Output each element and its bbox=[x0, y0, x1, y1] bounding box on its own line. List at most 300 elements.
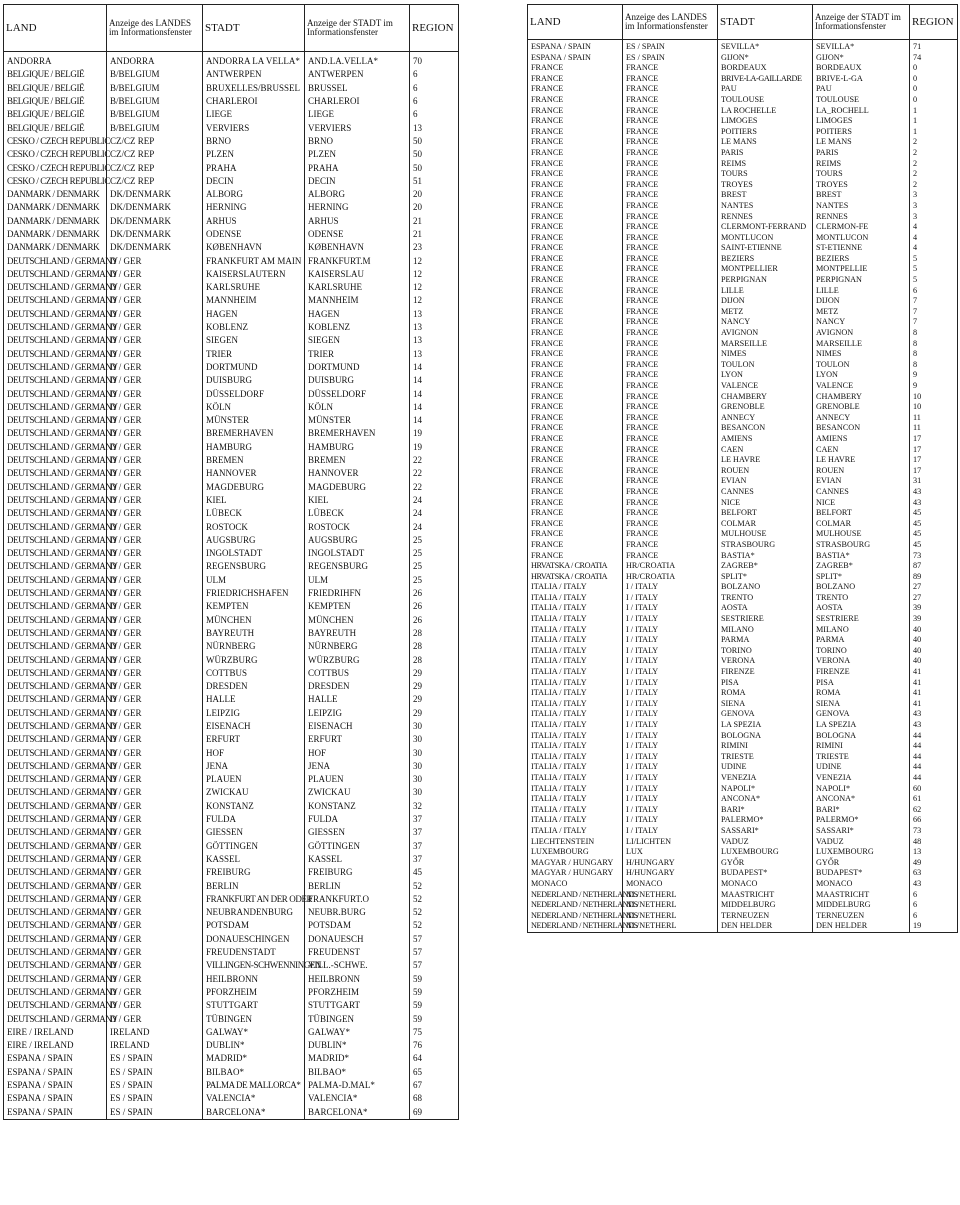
cell-land-display: ES / SPAIN bbox=[107, 1052, 203, 1065]
cell-land: DEUTSCHLAND / GERMANY bbox=[4, 427, 107, 440]
cell-land: FRANCE bbox=[528, 392, 623, 403]
cell-city-display: TÜBINGEN bbox=[305, 1012, 410, 1025]
cell-land: FRANCE bbox=[528, 360, 623, 371]
table-row bbox=[4, 281, 459, 294]
cell-city-display: BESANCON bbox=[813, 423, 910, 434]
table-row bbox=[528, 445, 958, 456]
cell-city-display: DORTMUND bbox=[305, 361, 410, 374]
cell-city-display: WÜRZBURG bbox=[305, 653, 410, 666]
cell-land-display: NL/NETHERL bbox=[623, 921, 718, 932]
table-row bbox=[528, 455, 958, 466]
table-row bbox=[4, 693, 459, 706]
cell-region: 24 bbox=[413, 494, 422, 505]
cell-region: 50 bbox=[413, 149, 422, 160]
table-row bbox=[4, 853, 459, 866]
table-row bbox=[4, 454, 459, 467]
cell-land-display: D / GER bbox=[107, 800, 203, 813]
table-row bbox=[528, 625, 958, 636]
cell-land: DEUTSCHLAND / GERMANY bbox=[4, 853, 107, 866]
cell-city-display: REIMS bbox=[813, 159, 910, 170]
table-row bbox=[528, 434, 958, 445]
cell-land-display: D / GER bbox=[107, 813, 203, 826]
cell-region: 60 bbox=[913, 783, 922, 793]
cell-city-display: VALENCE bbox=[813, 381, 910, 392]
cell-city: DONAUESCHINGEN bbox=[203, 933, 305, 946]
cell-city: PARIS bbox=[718, 148, 813, 159]
cell-land: FRANCE bbox=[528, 296, 623, 307]
cell-city-display: RIMINI bbox=[813, 741, 910, 752]
cell-region: 28 bbox=[413, 627, 422, 638]
cell-region: 76 bbox=[413, 1040, 422, 1051]
cell-land-display: B/BELGIUM bbox=[107, 121, 203, 134]
cell-land: DEUTSCHLAND / GERMANY bbox=[4, 401, 107, 414]
table-row bbox=[528, 900, 958, 911]
cell-city: BEZIERS bbox=[718, 254, 813, 265]
table-row bbox=[528, 233, 958, 244]
table-row bbox=[4, 879, 459, 892]
cell-land-display: FRANCE bbox=[623, 423, 718, 434]
cell-region: 31 bbox=[913, 476, 922, 486]
table-row bbox=[528, 709, 958, 720]
cell-city-display: TRENTO bbox=[813, 593, 910, 604]
table-row bbox=[528, 741, 958, 752]
cell-city-display: ODENSE bbox=[305, 228, 410, 241]
cell-land-display: DK/DENMARK bbox=[107, 241, 203, 254]
cell-land: DEUTSCHLAND / GERMANY bbox=[4, 866, 107, 879]
cell-land: ESPANA / SPAIN bbox=[4, 1105, 107, 1119]
cell-region: 2 bbox=[913, 147, 918, 157]
table-row bbox=[528, 286, 958, 297]
cell-land-display: NL/NETHERL bbox=[623, 890, 718, 901]
cell-city: TRIER bbox=[203, 348, 305, 361]
cell-city: SPLIT* bbox=[718, 572, 813, 583]
cell-land-display: FRANCE bbox=[623, 127, 718, 138]
table-row bbox=[528, 328, 958, 339]
table-row bbox=[528, 466, 958, 477]
cell-land: CESKO / CZECH REPUBLIC bbox=[4, 148, 107, 161]
cell-land-display: D / GER bbox=[107, 946, 203, 959]
cell-city-display: COTTBUS bbox=[305, 667, 410, 680]
cell-city: BAYREUTH bbox=[203, 627, 305, 640]
table-row bbox=[528, 476, 958, 487]
cell-land: DEUTSCHLAND / GERMANY bbox=[4, 693, 107, 706]
cell-region: 30 bbox=[413, 747, 422, 758]
cell-city: VERONA bbox=[718, 656, 813, 667]
cell-land: DEUTSCHLAND / GERMANY bbox=[4, 547, 107, 560]
cell-land: DEUTSCHLAND / GERMANY bbox=[4, 986, 107, 999]
cell-region: 13 bbox=[413, 348, 422, 359]
cell-city: NEUBRANDENBURG bbox=[203, 906, 305, 919]
cell-city: MÜNCHEN bbox=[203, 613, 305, 626]
cell-land: ESPANA / SPAIN bbox=[528, 40, 623, 53]
cell-land-display: FRANCE bbox=[623, 180, 718, 191]
cell-city-display: DECIN bbox=[305, 175, 410, 188]
cell-city: VILLINGEN-SCHWENNINGEN bbox=[203, 959, 305, 972]
cell-region: 28 bbox=[413, 641, 422, 652]
cell-region: 37 bbox=[413, 853, 422, 864]
cell-land-display: D / GER bbox=[107, 281, 203, 294]
cell-city-display: PFORZHEIM bbox=[305, 986, 410, 999]
table-row bbox=[528, 339, 958, 350]
cell-land-display: D / GER bbox=[107, 972, 203, 985]
cell-land-display: D / GER bbox=[107, 454, 203, 467]
cell-city-display: EISENACH bbox=[305, 720, 410, 733]
cell-region: 63 bbox=[913, 868, 922, 878]
cell-city-display: TOULOUSE bbox=[813, 95, 910, 106]
cell-land-display: B/BELGIUM bbox=[107, 82, 203, 95]
cell-city-display: VENEZIA bbox=[813, 773, 910, 784]
cell-land: FRANCE bbox=[528, 95, 623, 106]
cell-city-display: FREIBURG bbox=[305, 866, 410, 879]
cell-city: DEN HELDER bbox=[718, 921, 813, 932]
cell-land-display: H/HUNGARY bbox=[623, 858, 718, 869]
cell-land: DEUTSCHLAND / GERMANY bbox=[4, 933, 107, 946]
cell-land-display: ES / SPAIN bbox=[107, 1066, 203, 1079]
table-row bbox=[4, 1012, 459, 1025]
cell-land-display: DK/DENMARK bbox=[107, 215, 203, 228]
table-row bbox=[528, 837, 958, 848]
cell-region: 2 bbox=[913, 169, 918, 179]
table-row bbox=[528, 137, 958, 148]
cell-region: 22 bbox=[413, 455, 422, 466]
cell-region: 49 bbox=[913, 857, 922, 867]
cell-city: BRNO bbox=[203, 135, 305, 148]
table-row bbox=[528, 402, 958, 413]
cell-city: ANNECY bbox=[718, 413, 813, 424]
cell-land-display: FRANCE bbox=[623, 233, 718, 244]
table-row bbox=[4, 374, 459, 387]
table-row bbox=[4, 228, 459, 241]
table-row bbox=[4, 972, 459, 985]
cell-land: DEUTSCHLAND / GERMANY bbox=[4, 308, 107, 321]
cell-city: DUBLIN* bbox=[203, 1039, 305, 1052]
cell-region: 45 bbox=[913, 529, 922, 539]
table-row bbox=[4, 68, 459, 81]
cell-region: 41 bbox=[913, 677, 922, 687]
cell-city-display: LIEGE bbox=[305, 108, 410, 121]
cell-land-display: FRANCE bbox=[623, 212, 718, 223]
cell-city-display: MONTPELLIE bbox=[813, 264, 910, 275]
cell-city-display: MAASTRICHT bbox=[813, 890, 910, 901]
cell-region: 7 bbox=[913, 306, 918, 316]
cell-land-display: FRANCE bbox=[623, 508, 718, 519]
cell-city: NICE bbox=[718, 498, 813, 509]
cell-region: 37 bbox=[413, 814, 422, 825]
cell-land: FRANCE bbox=[528, 423, 623, 434]
cell-region: 6 bbox=[413, 69, 418, 80]
cell-city-display: ANTWERPEN bbox=[305, 68, 410, 81]
cell-city-display: DÜSSELDORF bbox=[305, 387, 410, 400]
cell-city-display: HAGEN bbox=[305, 308, 410, 321]
cell-city-display: RENNES bbox=[813, 212, 910, 223]
cell-city-display: NANTES bbox=[813, 201, 910, 212]
cell-city: TOURS bbox=[718, 169, 813, 180]
cell-city-display: MADRID* bbox=[305, 1052, 410, 1065]
cell-city: FULDA bbox=[203, 813, 305, 826]
cell-region: 14 bbox=[413, 401, 422, 412]
cell-land-display: D / GER bbox=[107, 574, 203, 587]
cell-city-display: SASSARI* bbox=[813, 826, 910, 837]
cell-land-display: FRANCE bbox=[623, 307, 718, 318]
cell-city-display: GIESSEN bbox=[305, 826, 410, 839]
cell-land: ITALIA / ITALY bbox=[528, 678, 623, 689]
cell-city: PERPIGNAN bbox=[718, 275, 813, 286]
cell-region: 41 bbox=[913, 667, 922, 677]
cell-city-display: PALMA-D.MAL* bbox=[305, 1079, 410, 1092]
cell-city: HERNING bbox=[203, 201, 305, 214]
cell-city-display: POITIERS bbox=[813, 127, 910, 138]
table-row bbox=[528, 731, 958, 742]
cell-city: NIMES bbox=[718, 349, 813, 360]
cell-land: FRANCE bbox=[528, 201, 623, 212]
cell-land: FRANCE bbox=[528, 243, 623, 254]
cell-city: REGENSBURG bbox=[203, 560, 305, 573]
cell-city: UDINE bbox=[718, 762, 813, 773]
cell-city-display: LA SPEZIA bbox=[813, 720, 910, 731]
table-row bbox=[4, 254, 459, 267]
cell-region: 5 bbox=[913, 253, 918, 263]
cell-land: NEDERLAND / NETHERLANDS bbox=[528, 921, 623, 932]
table-row bbox=[528, 794, 958, 805]
cell-city: POITIERS bbox=[718, 127, 813, 138]
cell-region: 19 bbox=[413, 428, 422, 439]
cell-land: FRANCE bbox=[528, 275, 623, 286]
cell-land: ITALIA / ITALY bbox=[528, 614, 623, 625]
cell-city: BELFORT bbox=[718, 508, 813, 519]
cell-city: MAASTRICHT bbox=[718, 890, 813, 901]
cell-region: 1 bbox=[913, 126, 918, 136]
cell-land: FRANCE bbox=[528, 190, 623, 201]
cell-region: 14 bbox=[413, 361, 422, 372]
cell-region: 3 bbox=[913, 200, 918, 210]
cell-land-display: FRANCE bbox=[623, 476, 718, 487]
cell-land: ITALIA / ITALY bbox=[528, 741, 623, 752]
cell-city-display: PALERMO* bbox=[813, 815, 910, 826]
cell-land: DEUTSCHLAND / GERMANY bbox=[4, 627, 107, 640]
table-row bbox=[4, 387, 459, 400]
table-row bbox=[4, 800, 459, 813]
table-row bbox=[528, 40, 958, 53]
cell-land-display: FRANCE bbox=[623, 466, 718, 477]
cell-region: 0 bbox=[913, 73, 918, 83]
cell-city: ODENSE bbox=[203, 228, 305, 241]
cell-city: ANTWERPEN bbox=[203, 68, 305, 81]
cell-land: FRANCE bbox=[528, 84, 623, 95]
cell-land-display: FRANCE bbox=[623, 381, 718, 392]
table-row bbox=[528, 360, 958, 371]
cell-region: 57 bbox=[413, 933, 422, 944]
cell-land-display: D / GER bbox=[107, 520, 203, 533]
cell-city-display: NIMES bbox=[813, 349, 910, 360]
table-row bbox=[4, 148, 459, 161]
cell-city: MADRID* bbox=[203, 1052, 305, 1065]
cell-region: 39 bbox=[913, 614, 922, 624]
cell-land-display: FRANCE bbox=[623, 551, 718, 562]
cell-land-display: D / GER bbox=[107, 534, 203, 547]
table-row bbox=[4, 640, 459, 653]
cell-land: FRANCE bbox=[528, 370, 623, 381]
cell-land: DEUTSCHLAND / GERMANY bbox=[4, 813, 107, 826]
cell-city: HOF bbox=[203, 746, 305, 759]
cell-land-display: I / ITALY bbox=[623, 741, 718, 752]
cell-land: DEUTSCHLAND / GERMANY bbox=[4, 879, 107, 892]
cell-city: PAU bbox=[718, 84, 813, 95]
cell-region: 41 bbox=[913, 698, 922, 708]
cell-land: CESKO / CZECH REPUBLIC bbox=[4, 161, 107, 174]
cell-land: FRANCE bbox=[528, 180, 623, 191]
cell-land-display: I / ITALY bbox=[623, 784, 718, 795]
cell-city: FRANKFURT AN DER ODER bbox=[203, 893, 305, 906]
cell-city: ANDORRA LA VELLA* bbox=[203, 52, 305, 69]
table-row bbox=[4, 733, 459, 746]
cell-land: DEUTSCHLAND / GERMANY bbox=[4, 441, 107, 454]
table-row bbox=[528, 95, 958, 106]
table-row bbox=[528, 212, 958, 223]
cell-land-display: FRANCE bbox=[623, 74, 718, 85]
cell-city: TORINO bbox=[718, 646, 813, 657]
cell-land-display: D / GER bbox=[107, 893, 203, 906]
cell-land-display: FRANCE bbox=[623, 413, 718, 424]
cell-land-display: D / GER bbox=[107, 613, 203, 626]
cell-city-display: LUXEMBOURG bbox=[813, 847, 910, 858]
cell-land-display: D / GER bbox=[107, 906, 203, 919]
cell-city: ROSTOCK bbox=[203, 520, 305, 533]
cell-region: 59 bbox=[413, 1000, 422, 1011]
cell-land: FRANCE bbox=[528, 116, 623, 127]
cell-city: NAPOLI* bbox=[718, 784, 813, 795]
header-city-display: Anzeige der STADT im Informationsfenster bbox=[305, 5, 410, 52]
cell-city-display: BILBAO* bbox=[305, 1066, 410, 1079]
table-row bbox=[528, 180, 958, 191]
table-row bbox=[4, 52, 459, 69]
cell-city: BRUXELLES/BRUSSEL bbox=[203, 82, 305, 95]
cell-city: GENOVA bbox=[718, 709, 813, 720]
cell-region: 22 bbox=[413, 468, 422, 479]
cell-city-display: LÜBECK bbox=[305, 507, 410, 520]
cell-city: MÜNSTER bbox=[203, 414, 305, 427]
cell-land-display: D / GER bbox=[107, 840, 203, 853]
cell-city: PALMA DE MALLORCA* bbox=[203, 1079, 305, 1092]
cell-land-display: D / GER bbox=[107, 387, 203, 400]
cell-land: FRANCE bbox=[528, 233, 623, 244]
table-row bbox=[528, 201, 958, 212]
table-row bbox=[4, 321, 459, 334]
cell-city: COLMAR bbox=[718, 519, 813, 530]
table-header-row bbox=[528, 5, 958, 40]
cell-land-display: B/BELGIUM bbox=[107, 108, 203, 121]
cell-land: DEUTSCHLAND / GERMANY bbox=[4, 587, 107, 600]
cell-land: DEUTSCHLAND / GERMANY bbox=[4, 613, 107, 626]
cell-land: DANMARK / DENMARK bbox=[4, 188, 107, 201]
cell-city-display: PRAHA bbox=[305, 161, 410, 174]
cell-city-display: STRASBOURG bbox=[813, 540, 910, 551]
cell-land-display: FRANCE bbox=[623, 190, 718, 201]
cell-land: DEUTSCHLAND / GERMANY bbox=[4, 387, 107, 400]
cell-city: ROMA bbox=[718, 688, 813, 699]
cell-land: DEUTSCHLAND / GERMANY bbox=[4, 959, 107, 972]
cell-city-display: MÜNSTER bbox=[305, 414, 410, 427]
table-row bbox=[4, 746, 459, 759]
cell-land-display: FRANCE bbox=[623, 84, 718, 95]
table-row bbox=[528, 826, 958, 837]
cell-city: LYON bbox=[718, 370, 813, 381]
cell-land: ITALIA / ITALY bbox=[528, 773, 623, 784]
cell-city-display: MONACO bbox=[813, 879, 910, 890]
cell-land-display: ES / SPAIN bbox=[107, 1092, 203, 1105]
cell-city: SIEGEN bbox=[203, 334, 305, 347]
cell-city: BESANCON bbox=[718, 423, 813, 434]
cell-city: FRIEDRICHSHAFEN bbox=[203, 587, 305, 600]
cell-region: 7 bbox=[913, 296, 918, 306]
cell-land-display: FRANCE bbox=[623, 519, 718, 530]
table-row bbox=[4, 667, 459, 680]
cell-city: TRIESTE bbox=[718, 752, 813, 763]
cell-land: DEUTSCHLAND / GERMANY bbox=[4, 494, 107, 507]
cell-land: ITALIA / ITALY bbox=[528, 667, 623, 678]
cell-city-display: HOF bbox=[305, 746, 410, 759]
cell-region: 25 bbox=[413, 548, 422, 559]
cell-land-display: B/BELGIUM bbox=[107, 68, 203, 81]
table-row bbox=[528, 879, 958, 890]
table-row bbox=[4, 520, 459, 533]
cell-region: 73 bbox=[913, 825, 922, 835]
table-row bbox=[528, 53, 958, 64]
table-row bbox=[4, 773, 459, 786]
cell-land-display: I / ITALY bbox=[623, 646, 718, 657]
cell-city-display: CHARLEROI bbox=[305, 95, 410, 108]
table-row bbox=[4, 1039, 459, 1052]
cell-land-display: FRANCE bbox=[623, 445, 718, 456]
table-row bbox=[528, 593, 958, 604]
cell-land: DEUTSCHLAND / GERMANY bbox=[4, 773, 107, 786]
cell-land-display: I / ITALY bbox=[623, 826, 718, 837]
cell-city: HANNOVER bbox=[203, 467, 305, 480]
cell-city-display: SESTRIERE bbox=[813, 614, 910, 625]
cell-region: 44 bbox=[913, 730, 922, 740]
cell-land: FRANCE bbox=[528, 106, 623, 117]
cell-city: MONTLUCON bbox=[718, 233, 813, 244]
cell-land-display: FRANCE bbox=[623, 264, 718, 275]
cell-land-display: D / GER bbox=[107, 427, 203, 440]
cell-land-display: FRANCE bbox=[623, 95, 718, 106]
cell-land: ESPANA / SPAIN bbox=[528, 53, 623, 64]
table-row bbox=[528, 551, 958, 562]
cell-land: FRANCE bbox=[528, 551, 623, 562]
cell-city-display: ZAGREB* bbox=[813, 561, 910, 572]
table-body-right bbox=[528, 40, 958, 933]
cell-region: 59 bbox=[413, 973, 422, 984]
cell-land-display: D / GER bbox=[107, 999, 203, 1012]
cell-land-display: I / ITALY bbox=[623, 709, 718, 720]
cell-land: ITALIA / ITALY bbox=[528, 762, 623, 773]
cell-land: FRANCE bbox=[528, 74, 623, 85]
cell-land-display: FRANCE bbox=[623, 63, 718, 74]
table-row bbox=[528, 498, 958, 509]
cell-region: 50 bbox=[413, 162, 422, 173]
cell-land: FRANCE bbox=[528, 413, 623, 424]
cell-region: 13 bbox=[413, 308, 422, 319]
cell-city: PFORZHEIM bbox=[203, 986, 305, 999]
cell-region: 59 bbox=[413, 1013, 422, 1024]
cell-city: LE HAVRE bbox=[718, 455, 813, 466]
cell-city-display: BOLZANO bbox=[813, 582, 910, 593]
cell-land: DEUTSCHLAND / GERMANY bbox=[4, 707, 107, 720]
cell-city-display: MIDDELBURG bbox=[813, 900, 910, 911]
table-row bbox=[528, 63, 958, 74]
cell-land: DEUTSCHLAND / GERMANY bbox=[4, 560, 107, 573]
cell-city: TRENTO bbox=[718, 593, 813, 604]
cell-city-display: FREUDENST bbox=[305, 946, 410, 959]
